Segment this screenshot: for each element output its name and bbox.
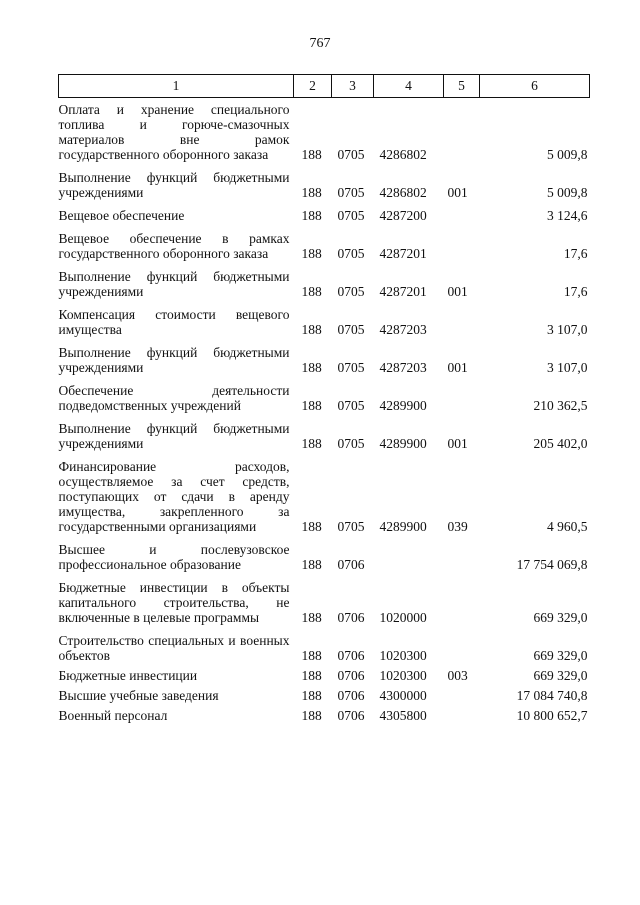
row-target-code: 4289900 (379, 519, 427, 534)
row-target-code: 4287200 (379, 208, 427, 223)
row-name: Выполнение функций бюджетными учреждениями (58, 170, 290, 200)
row-amount: 10 800 652,7 (516, 708, 588, 723)
header-col-3: 3 (332, 75, 374, 98)
row-expense-type (444, 708, 480, 723)
row-amount: 3 107,0 (547, 322, 588, 337)
row-spacer-cell (59, 200, 590, 208)
header-col-1: 1 (59, 75, 294, 98)
row-target-code: 4305800 (379, 708, 427, 723)
row-spacer (59, 200, 590, 208)
table-row (59, 459, 590, 534)
row-target-code: 4287203 (379, 322, 427, 337)
budget-table (58, 74, 590, 723)
row-amount: 17,6 (563, 246, 588, 261)
header-col-2: 2 (294, 75, 332, 98)
row-amount: 669 329,0 (533, 648, 588, 663)
row-spacer (59, 534, 590, 542)
table-row (59, 345, 590, 375)
row-section-code: 0705 (337, 519, 365, 534)
row-section-code: 0706 (337, 688, 365, 703)
row-amount: 669 329,0 (533, 668, 588, 683)
table-row (59, 208, 590, 223)
row-ved-code: 188 (301, 519, 322, 534)
row-name: Оплата и хранение специального топлива и горюче-смазочных материалов вне рамок государственного оборонного заказа (58, 102, 290, 162)
row-ved-code: 188 (301, 322, 322, 337)
row-section-code: 0705 (337, 246, 365, 261)
row-target-code (374, 542, 444, 572)
row-expense-type (444, 102, 480, 162)
row-section-code: 0705 (337, 185, 365, 200)
row-ved-code: 188 (301, 246, 322, 261)
row-expense-type: 003 (447, 668, 468, 683)
row-spacer-cell (59, 223, 590, 231)
table-row (59, 542, 590, 572)
row-amount: 3 107,0 (547, 360, 588, 375)
row-name: Выполнение функций бюджетными учреждениями (58, 269, 290, 299)
row-name: Обеспечение деятельности подведомственных учреждений (58, 383, 290, 413)
row-name: Выполнение функций бюджетными учреждениями (58, 345, 290, 375)
table-row (59, 102, 590, 162)
row-expense-type (444, 633, 480, 663)
row-section-code: 0705 (337, 398, 365, 413)
row-amount: 5 009,8 (547, 147, 588, 162)
row-expense-type: 001 (447, 185, 468, 200)
page-number: 767 (309, 36, 331, 51)
row-section-code: 0705 (337, 147, 365, 162)
row-ved-code: 188 (301, 557, 322, 572)
row-ved-code: 188 (301, 398, 322, 413)
row-name: Компенсация стоимости вещевого имущества (58, 307, 290, 337)
row-spacer (59, 162, 590, 170)
row-expense-type: 001 (447, 436, 468, 451)
row-spacer (59, 375, 590, 383)
row-expense-type: 001 (447, 360, 468, 375)
row-ved-code: 188 (301, 668, 322, 683)
row-expense-type (444, 208, 480, 223)
row-ved-code: 188 (301, 360, 322, 375)
row-amount: 17,6 (563, 284, 588, 299)
table-row (59, 421, 590, 451)
row-ved-code: 188 (301, 147, 322, 162)
row-target-code: 4287201 (379, 284, 427, 299)
row-spacer (59, 625, 590, 633)
row-name: Бюджетные инвестиции в объекты капитального строительства, не включенные в целевые программы (58, 580, 290, 625)
header-col-4: 4 (374, 75, 444, 98)
row-target-code: 1020300 (379, 648, 427, 663)
row-amount: 205 402,0 (533, 436, 588, 451)
row-spacer (59, 337, 590, 345)
row-target-code: 4287201 (379, 246, 427, 261)
row-spacer-cell (59, 572, 590, 580)
row-section-code: 0706 (337, 708, 365, 723)
row-spacer (59, 572, 590, 580)
row-name: Военный персонал (58, 708, 168, 723)
row-amount: 4 960,5 (547, 519, 588, 534)
row-target-code: 4289900 (379, 436, 427, 451)
row-spacer-cell (59, 162, 590, 170)
row-ved-code: 188 (301, 648, 322, 663)
row-amount: 17 754 069,8 (516, 557, 588, 572)
row-section-code: 0706 (337, 668, 365, 683)
row-expense-type (444, 383, 480, 413)
row-expense-type (444, 542, 480, 572)
row-spacer-cell (59, 375, 590, 383)
table-row (59, 231, 590, 261)
row-spacer-cell (59, 451, 590, 459)
row-amount: 5 009,8 (547, 185, 588, 200)
row-target-code: 1020000 (379, 610, 427, 625)
row-spacer-cell (59, 413, 590, 421)
table-body (59, 98, 590, 724)
row-expense-type (444, 688, 480, 703)
row-expense-type: 039 (447, 519, 468, 534)
row-name: Финансирование расходов, осуществляемое за счет средств, поступающих от сдачи в аренду имущества, закрепленного за государственными организациями (58, 459, 290, 534)
table-row (59, 633, 590, 663)
row-target-code: 4289900 (379, 398, 427, 413)
row-ved-code: 188 (301, 610, 322, 625)
row-ved-code: 188 (301, 185, 322, 200)
row-section-code: 0705 (337, 322, 365, 337)
row-spacer (59, 261, 590, 269)
row-ved-code: 188 (301, 436, 322, 451)
row-expense-type (444, 307, 480, 337)
row-section-code: 0705 (337, 284, 365, 299)
row-name: Вещевое обеспечение (58, 208, 185, 223)
row-section-code: 0706 (337, 648, 365, 663)
table-row (59, 688, 590, 703)
row-amount: 17 084 740,8 (516, 688, 588, 703)
row-target-code: 4286802 (379, 185, 427, 200)
table-row (59, 668, 590, 683)
row-name: Вещевое обеспечение в рамках государственного оборонного заказа (58, 231, 290, 261)
header-col-5: 5 (444, 75, 480, 98)
row-spacer (59, 451, 590, 459)
header-col-6: 6 (480, 75, 590, 98)
row-section-code: 0706 (337, 610, 365, 625)
row-name: Высшие учебные заведения (58, 688, 219, 703)
row-section-code: 0705 (337, 436, 365, 451)
table-row (59, 307, 590, 337)
row-expense-type (444, 231, 480, 261)
row-spacer-cell (59, 625, 590, 633)
table-row (59, 170, 590, 200)
row-spacer (59, 299, 590, 307)
row-spacer-cell (59, 261, 590, 269)
row-ved-code: 188 (301, 208, 322, 223)
row-amount: 210 362,5 (533, 398, 588, 413)
row-name: Высшее и послевузовское профессиональное образование (58, 542, 290, 572)
table-row (59, 580, 590, 625)
row-expense-type: 001 (447, 284, 468, 299)
row-target-code: 4300000 (379, 688, 427, 703)
row-spacer (59, 223, 590, 231)
row-section-code: 0705 (337, 360, 365, 375)
row-spacer (59, 413, 590, 421)
table-row (59, 708, 590, 723)
row-ved-code: 188 (301, 708, 322, 723)
row-section-code: 0705 (337, 208, 365, 223)
table-row (59, 383, 590, 413)
row-spacer-cell (59, 337, 590, 345)
row-name: Выполнение функций бюджетными учреждениями (58, 421, 290, 451)
row-amount: 3 124,6 (547, 208, 588, 223)
header-row (59, 75, 590, 98)
row-spacer-cell (59, 534, 590, 542)
row-expense-type (444, 580, 480, 625)
row-name: Бюджетные инвестиции (58, 668, 198, 683)
row-target-code: 1020300 (379, 668, 427, 683)
row-ved-code: 188 (301, 688, 322, 703)
row-target-code: 4287203 (379, 360, 427, 375)
row-section-code: 0706 (337, 557, 365, 572)
row-target-code: 4286802 (379, 147, 427, 162)
row-ved-code: 188 (301, 284, 322, 299)
row-amount: 669 329,0 (533, 610, 588, 625)
table-row (59, 269, 590, 299)
row-spacer-cell (59, 299, 590, 307)
row-name: Строительство специальных и военных объектов (58, 633, 290, 663)
